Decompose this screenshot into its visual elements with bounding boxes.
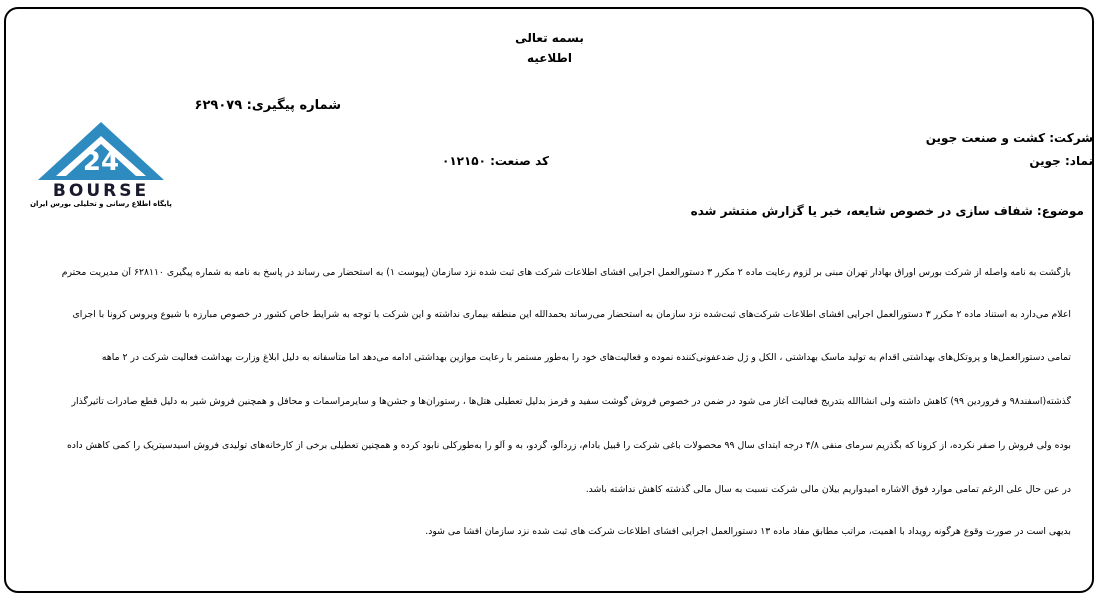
body-line-4: گذشته(اسفند۹۸ و فروردین ۹۹) کاهش داشته ولی انشاالله بتدریج فعالیت آغاز می شود در ضمن در خصوص فروش گوشت سفید و قرمز بدلیل تعطیلی هتل‌ها ، رستوران‌ها و جشن‌ها و سایرمراسمات و محافل و همچنین فروش شیر به دلیل قطع صادرات تأثیرگذار (71, 396, 1071, 407)
body-line-2: اعلام می‌دارد به استناد ماده ۲ مکرر ۳ دستورالعمل اجرایی افشای اطلاعات شرکت‌های ثبت‌شده نزد سازمان به استحضار می‌رساند بحمدالله این منطقه بیماری نداشته و این شرکت با توجه به شرایط خاص کشور در خصوص مبارزه با شیوع ویروس کرونا با اجرای (72, 309, 1071, 320)
ticker-symbol: نماد: جوین (1029, 154, 1093, 168)
subject-line: موضوع: شفاف سازی در خصوص شایعه، خبر یا گزارش منتشر شده (690, 204, 1084, 218)
body-line-7: بدیهی است در صورت وقوع هرگونه رویداد با اهمیت، مراتب مطابق مفاد ماده ۱۳ دستورالعمل اجرایی افشای اطلاعات شرکت های ثبت شده نزد سازمان افشا می شود. (425, 526, 1071, 537)
logo-text: BOURSE (52, 181, 150, 201)
body-line-1: بازگشت به نامه واصله از شرکت بورس اوراق بهادار تهران مبنی بر لزوم رعایت ماده ۲ مکرر ۳ دستورالعمل اجرایی افشای اطلاعات شرکت های ثبت شده نزد سازمان (پیوست ۱) به استحضار می رساند در پاسخ به نامه به شماره پیگیری ۶۲۸۱۱۰ آن مدیریت محترم (61, 267, 1071, 278)
logo-caption: پایگاه اطلاع رسانی و تحلیلی بورس ایران (30, 200, 172, 208)
svg-text:24: 24 (82, 147, 120, 177)
bourse-logo-icon (26, 120, 176, 182)
body-line-3: تمامی دستورالعمل‌ها و پروتکل‌های بهداشتی اقدام به تولید ماسک بهداشتی ، الکل و ژل ضدعفونی‌کننده نموده و فعالیت‌های خود را به‌طور مستمر با رعایت موازین بهداشتی ادامه می‌دهد اما متأسفانه به دلیل ابلاغ وزارت بهداشت فعالیت شرکت در ۲ ماهه (101, 352, 1071, 363)
bourse-logo (26, 120, 176, 215)
tracking-number: شماره پیگیری: ۶۲۹۰۷۹ (194, 98, 341, 113)
industry-code: کد صنعت: ۰۱۲۱۵۰ (442, 154, 549, 168)
document-frame (4, 7, 1094, 593)
header-basmala: بسمه تعالی (515, 31, 584, 45)
header-announcement: اطلاعیه (527, 51, 572, 65)
body-line-5: بوده ولی فروش را صفر نکرده، از کرونا که بگذریم سرمای منفی ۴/۸ درجه ابتدای سال ۹۹ محصولات باغی شرکت را قبیل بادام، زردآلو، گردو، به و آلو را به‌طورکلی نابود کرده و همچنین تعطیلی برخی از کارخانه‌های تولیدی فروش اسیدسیتریک را کمی کاهش داده (66, 440, 1071, 451)
body-line-6: در عین حال علی الرغم تمامی موارد فوق الاشاره امیدواریم بیلان مالی شرکت نسبت به سال مالی گذشته کاهش نداشته باشد. (585, 484, 1071, 495)
company-name: شرکت: کشت و صنعت جوین (925, 131, 1093, 145)
